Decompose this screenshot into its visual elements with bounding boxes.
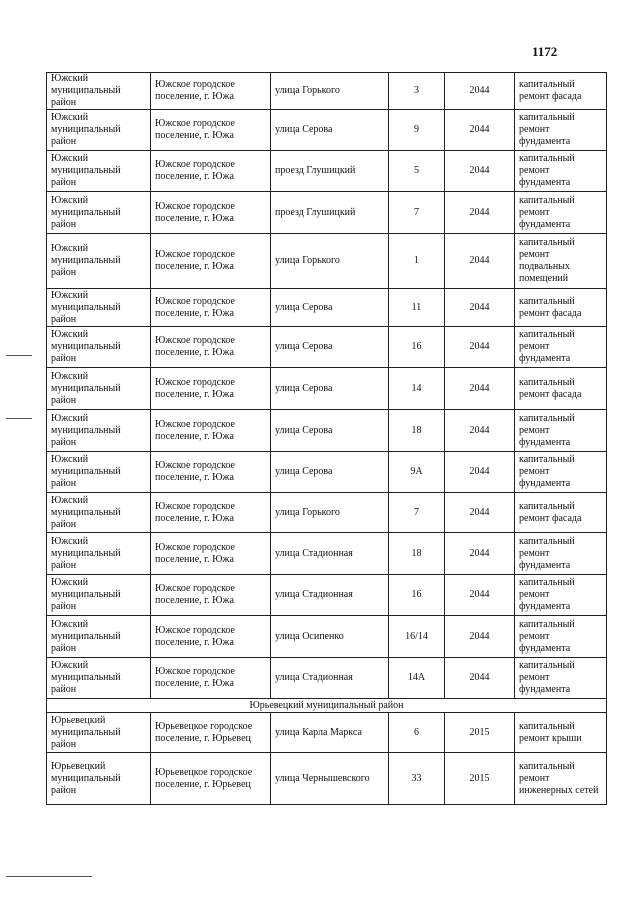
year-cell: 2044: [445, 410, 515, 452]
year-cell: 2044: [445, 289, 515, 327]
district-cell: Южский муниципальный район: [47, 234, 151, 289]
house-cell: 16: [389, 327, 445, 368]
street-cell: улица Осипенко: [271, 616, 389, 658]
footnote-rule: [6, 876, 92, 877]
settlement-cell: Южское городское поселение, г. Южа: [151, 73, 271, 110]
house-cell: 6: [389, 713, 445, 753]
table-row: [47, 753, 607, 805]
settlement-cell: Южское городское поселение, г. Южа: [151, 289, 271, 327]
settlement-cell: Южское городское поселение, г. Южа: [151, 533, 271, 575]
district-cell: Южский муниципальный район: [47, 110, 151, 151]
district-cell: Юрьевецкий муниципальный район: [47, 713, 151, 753]
house-cell: 14: [389, 368, 445, 410]
settlement-cell: Южское городское поселение, г. Южа: [151, 575, 271, 616]
district-cell: Южский муниципальный район: [47, 192, 151, 234]
house-cell: 18: [389, 533, 445, 575]
work-cell: капитальный ремонт фасада: [515, 493, 607, 533]
table-row: [47, 616, 607, 658]
table-row: [47, 410, 607, 452]
district-cell: Южский муниципальный район: [47, 493, 151, 533]
year-cell: 2044: [445, 658, 515, 699]
margin-mark: [6, 418, 32, 419]
house-cell: 16: [389, 575, 445, 616]
street-cell: улица Горького: [271, 73, 389, 110]
work-cell: капитальный ремонт фундамента: [515, 410, 607, 452]
house-cell: 7: [389, 192, 445, 234]
settlement-cell: Южское городское поселение, г. Южа: [151, 368, 271, 410]
table-row: [47, 110, 607, 151]
district-cell: Южский муниципальный район: [47, 658, 151, 699]
settlement-cell: Южское городское поселение, г. Южа: [151, 410, 271, 452]
district-cell: Южский муниципальный район: [47, 410, 151, 452]
house-cell: 7: [389, 493, 445, 533]
street-cell: проезд Глушицкий: [271, 192, 389, 234]
section-header-row: [47, 699, 607, 713]
work-cell: капитальный ремонт фундамента: [515, 151, 607, 192]
street-cell: улица Карла Маркса: [271, 713, 389, 753]
work-cell: капитальный ремонт фундамента: [515, 616, 607, 658]
work-cell: капитальный ремонт фасада: [515, 368, 607, 410]
street-cell: улица Горького: [271, 493, 389, 533]
table-row: [47, 533, 607, 575]
settlement-cell: Южское городское поселение, г. Южа: [151, 234, 271, 289]
street-cell: улица Стадионная: [271, 533, 389, 575]
year-cell: 2044: [445, 575, 515, 616]
district-cell: Юрьевецкий муниципальный район: [47, 753, 151, 805]
page-number: 1172: [532, 44, 558, 59]
work-cell: капитальный ремонт фундамента: [515, 658, 607, 699]
street-cell: улица Чернышевского: [271, 753, 389, 805]
table-row: [47, 575, 607, 616]
house-cell: 33: [389, 753, 445, 805]
table-row: [47, 713, 607, 753]
settlement-cell: Юрьевецкое городское поселение, г. Юрьевец: [151, 713, 271, 753]
house-cell: 9А: [389, 452, 445, 493]
street-cell: улица Серова: [271, 410, 389, 452]
year-cell: 2044: [445, 616, 515, 658]
year-cell: 2044: [445, 533, 515, 575]
house-cell: 1: [389, 234, 445, 289]
street-cell: улица Серова: [271, 368, 389, 410]
work-cell: капитальный ремонт фасада: [515, 73, 607, 110]
house-cell: 11: [389, 289, 445, 327]
table-row: [47, 493, 607, 533]
work-cell: капитальный ремонт фасада: [515, 289, 607, 327]
settlement-cell: Юрьевецкое городское поселение, г. Юрьевец: [151, 753, 271, 805]
work-cell: капитальный ремонт фундамента: [515, 575, 607, 616]
margin-mark: [6, 355, 32, 356]
table-row: [47, 73, 607, 110]
settlement-cell: Южское городское поселение, г. Южа: [151, 151, 271, 192]
table-row: [47, 234, 607, 289]
work-cell: капитальный ремонт фундамента: [515, 452, 607, 493]
house-cell: 3: [389, 73, 445, 110]
section-title: Юрьевецкий муниципальный район: [47, 699, 607, 713]
year-cell: 2044: [445, 327, 515, 368]
table-row: [47, 151, 607, 192]
table-row: [47, 368, 607, 410]
table-row: [47, 327, 607, 368]
house-cell: 5: [389, 151, 445, 192]
work-cell: капитальный ремонт подвальных помещений: [515, 234, 607, 289]
street-cell: улица Серова: [271, 327, 389, 368]
district-cell: Южский муниципальный район: [47, 616, 151, 658]
year-cell: 2015: [445, 753, 515, 805]
district-cell: Южский муниципальный район: [47, 73, 151, 110]
street-cell: улица Серова: [271, 289, 389, 327]
year-cell: 2044: [445, 151, 515, 192]
street-cell: улица Стадионная: [271, 658, 389, 699]
district-cell: Южский муниципальный район: [47, 452, 151, 493]
year-cell: 2044: [445, 73, 515, 110]
street-cell: улица Серова: [271, 110, 389, 151]
year-cell: 2044: [445, 493, 515, 533]
settlement-cell: Южское городское поселение, г. Южа: [151, 327, 271, 368]
table-row: [47, 289, 607, 327]
district-cell: Южский муниципальный район: [47, 327, 151, 368]
street-cell: улица Стадионная: [271, 575, 389, 616]
work-cell: капитальный ремонт фундамента: [515, 192, 607, 234]
year-cell: 2015: [445, 713, 515, 753]
work-cell: капитальный ремонт инженерных сетей: [515, 753, 607, 805]
settlement-cell: Южское городское поселение, г. Южа: [151, 658, 271, 699]
work-cell: капитальный ремонт фундамента: [515, 110, 607, 151]
table-row: [47, 192, 607, 234]
district-cell: Южский муниципальный район: [47, 368, 151, 410]
district-cell: Южский муниципальный район: [47, 151, 151, 192]
settlement-cell: Южское городское поселение, г. Южа: [151, 192, 271, 234]
settlement-cell: Южское городское поселение, г. Южа: [151, 616, 271, 658]
year-cell: 2044: [445, 452, 515, 493]
street-cell: улица Горького: [271, 234, 389, 289]
house-cell: 16/14: [389, 616, 445, 658]
year-cell: 2044: [445, 192, 515, 234]
district-cell: Южский муниципальный район: [47, 289, 151, 327]
house-cell: 18: [389, 410, 445, 452]
street-cell: улица Серова: [271, 452, 389, 493]
year-cell: 2044: [445, 110, 515, 151]
table-row: [47, 658, 607, 699]
year-cell: 2044: [445, 368, 515, 410]
repair-registry-table: [46, 72, 607, 805]
district-cell: Южский муниципальный район: [47, 533, 151, 575]
settlement-cell: Южское городское поселение, г. Южа: [151, 493, 271, 533]
work-cell: капитальный ремонт крыши: [515, 713, 607, 753]
settlement-cell: Южское городское поселение, г. Южа: [151, 110, 271, 151]
work-cell: капитальный ремонт фундамента: [515, 533, 607, 575]
year-cell: 2044: [445, 234, 515, 289]
house-cell: 14А: [389, 658, 445, 699]
work-cell: капитальный ремонт фундамента: [515, 327, 607, 368]
table-row: [47, 452, 607, 493]
street-cell: проезд Глушицкий: [271, 151, 389, 192]
district-cell: Южский муниципальный район: [47, 575, 151, 616]
house-cell: 9: [389, 110, 445, 151]
settlement-cell: Южское городское поселение, г. Южа: [151, 452, 271, 493]
